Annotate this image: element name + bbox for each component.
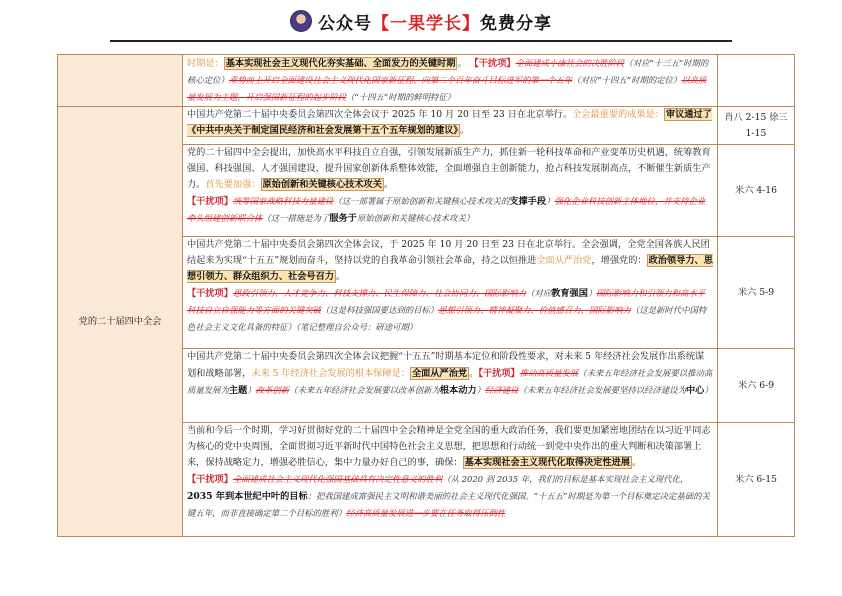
explanation-note: （从 2020 到 2035 年，我们的目标是基本实现社会主义现代化， [442, 474, 689, 484]
content-cell [183, 423, 718, 537]
distractor-text: 国际影响力和引领力和高水平科技自立自强能力等方面的关键突破 [187, 288, 706, 315]
emphasis-text: 2035 年到本世纪中叶的目标 [187, 491, 308, 502]
avatar-icon [290, 10, 312, 32]
explanation-note: ） [704, 385, 713, 395]
key-answer: 基本实现社会主义现代化夯实基础、全面发力的关键时期 [225, 58, 456, 69]
ref-cell [718, 55, 795, 107]
body-text: 。 [469, 368, 479, 379]
explanation-note: （对应 [526, 288, 552, 298]
content-cell [183, 237, 718, 349]
distractor-label: 【干扰项】 [469, 58, 516, 69]
knowledge-table [57, 54, 795, 537]
explanation-note: 原始创新和关键核心技术攻关） [356, 213, 475, 223]
content-cell [183, 55, 718, 107]
explanation-note: （未来五年经济社会发展要以推动高质量发展为 [187, 368, 713, 395]
emphasis-text: 支撑手段 [509, 196, 547, 207]
page-header [0, 6, 842, 36]
explanation-note: ） [247, 385, 256, 395]
highlight-prompt: 首先要加强： [205, 179, 261, 190]
explanation-note: （未来五年经济社会发展要以改革创新为 [289, 385, 440, 395]
key-answer: 原始创新和关键核心技术攻关 [262, 179, 382, 190]
content-cell [183, 145, 718, 237]
key-answer: 全面从严治党 [412, 368, 468, 379]
content-cell [183, 107, 718, 145]
distractor-text: 经济高质量发展进一步要在任务取得压倒性 [346, 508, 506, 518]
explanation-note: （“十四五”时期的鲜明特征） [346, 92, 456, 102]
emphasis-text: 根本动力 [439, 385, 477, 396]
key-answer: 审议通过了《中共中央关于制定国民经济和社会发展第十五个五年规划的建议》 [187, 109, 712, 136]
emphasis-text: 中心 [686, 385, 705, 396]
distractor-label: 【干扰项】 [187, 288, 233, 299]
header-divider [110, 40, 732, 42]
content-paragraph [187, 349, 713, 399]
content-paragraph [187, 145, 713, 193]
distractor-text: 以高质量发展为主题，开启强国新征程的起步阶段 [187, 75, 707, 102]
distractor-text: 改革创新 [255, 385, 290, 395]
content-paragraph [187, 193, 713, 227]
distractor-text: 思政引领力、人才竞争力、科技支撑力、民生保障力、社会协同力、国际影响力 [232, 288, 527, 298]
explanation-note: （这是新时代中国特色社会主义文化具备的特征）（笔记整理自公众号：研途可期） [187, 305, 707, 332]
distractor-text: 思想引领力、精神凝聚力、价值感召力、国际影响力 [438, 305, 631, 315]
content-cell [183, 349, 718, 423]
body-text: 。 [460, 125, 470, 136]
distractor-text: 全面建成小康社会的决胜阶段 [515, 58, 625, 68]
distractor-text: 经济建设 [485, 385, 519, 395]
event-cell-top [58, 55, 183, 107]
table-row [58, 55, 795, 107]
explanation-note: ） [546, 196, 555, 206]
explanation-note: （这一部署属于原始创新和关键核心技术攻关的 [333, 196, 510, 206]
highlight-prompt: 全面从严治党 [536, 255, 592, 266]
emphasis-text: 主题 [228, 385, 248, 396]
body-text: 党的二十届四中全会提出，加快高水平科技自立自强，引领发展新质生产力，抓住新一轮科技革命和产业变革历史机遇，统筹教育强国、科技强国、人才强国建设，提升国家创新体系整体效能，全面增强自主创新能力，抢占科技发展制高点，不断催生新质生产力。 [187, 147, 711, 190]
body-text: 中国共产党第二十届中央委员会第四次全体会议，于 2025 年 10 月 20 日至 23 日在北京举行。全会强调，全党全国各族人民团结起来为实现“十五五”规划而奋斗，坚持以党的自我革命引领社会革命，持之以恒推进 [187, 239, 710, 266]
highlight-prompt: 时期是： [187, 58, 224, 69]
content-paragraph [187, 237, 713, 285]
body-text: 。 [383, 179, 394, 190]
content-paragraph [187, 285, 713, 336]
ref-cell: 米六 6-15 [718, 423, 795, 537]
event-cell: 党的二十届四中全会 [58, 107, 183, 537]
highlight-prompt: 全会最重要的成果是： [572, 109, 664, 120]
emphasis-text: 教育强国 [551, 288, 588, 299]
distractor-label: 【干扰项】 [187, 196, 233, 207]
explanation-note: （对应“十三五”时期的核心定位） [187, 58, 709, 85]
distractor-label: 【干扰项】 [478, 368, 520, 379]
body-text: 中国共产党第二十届中央委员会第四次全体会议把握“十五五”时期基本定位和阶段性要求，对未来 5 年经济社会发展作出系统谋划和战略部署， [187, 351, 705, 379]
content-paragraph [187, 55, 713, 106]
body-text: 。 [457, 58, 470, 69]
ref-cell: 米六 6-9 [718, 349, 795, 423]
header-title: 公众号【一果学长】免费分享 [318, 13, 552, 34]
ref-cell: 米六 5-9 [718, 237, 795, 349]
explanation-note: ：把我国建成富强民主文明和谐美丽的社会主义现代化强国。“十五五”时期是为第一个目标奠定决定基础的关键五年，而非直接确定第二个目标的胜利） [187, 491, 710, 518]
explanation-note: （这一措施是为了 [262, 213, 330, 223]
body-text: 。 [336, 271, 346, 282]
explanation-note: ） [587, 288, 597, 298]
distractor-text: 强化企业科技创新主体地位，并支持企业牵头组建创新联合体 [187, 196, 706, 223]
distractor-text: 全面建成社会主义现代化强国基础具有决定性意义的胜利 [232, 474, 443, 484]
key-answer: 基本实现社会主义现代化取得决定性进展 [464, 457, 630, 468]
ref-cell: 米六 4-16 [718, 145, 795, 237]
highlight-prompt: 未来 5 年经济社会发展的根本保障是： [251, 368, 410, 379]
distractor-text: 乘势而上开启全面建设社会主义现代化国家新征程、向第二个百年奋斗目标进军的第一个五年 [228, 75, 573, 85]
explanation-note: ） [476, 385, 485, 395]
body-text: 中国共产党第二十届中央委员会第四次全体会议于 2025 年 10 月 20 日至 23 日在北京举行。 [187, 109, 573, 120]
table-row [58, 107, 795, 145]
body-text: 。 [632, 457, 642, 468]
content-paragraph [187, 471, 713, 522]
explanation-note: （对应“十四五”时期的定位） [572, 75, 682, 85]
content-paragraph [187, 107, 713, 139]
distractor-text: 推动高质量发展 [519, 368, 579, 378]
key-answer: 政治领导力、思想引领力、群众组织力、社会号召力 [187, 255, 713, 282]
ref-cell: 肖八 2-15 徐三 1-15 [718, 107, 795, 145]
body-text: ，增强党的： [591, 255, 647, 266]
explanation-note: （未来五年经济社会发展要坚持以经济建设为 [518, 385, 686, 395]
emphasis-text: 服务于 [329, 213, 357, 224]
explanation-note: （这是科技强国要达到的目标） [321, 305, 439, 315]
distractor-label: 【干扰项】 [187, 474, 233, 485]
distractor-text: 统筹国家战略科技力量建设 [232, 196, 334, 206]
body-text: 当前和今后一个时期，学习好贯彻好党的二十届四中全会精神是全党全国的重大政治任务，我们要更加紧密地团结在以习近平同志为核心的党中央周围，全面贯彻习近平新时代中国特色社会主义思想，把思想和行动统一到党中央作出的重大判断和决策部署上来，保持战略定力，增强必胜信心，集中力量办好自己的事，确保： [187, 425, 711, 468]
content-paragraph [187, 423, 713, 471]
